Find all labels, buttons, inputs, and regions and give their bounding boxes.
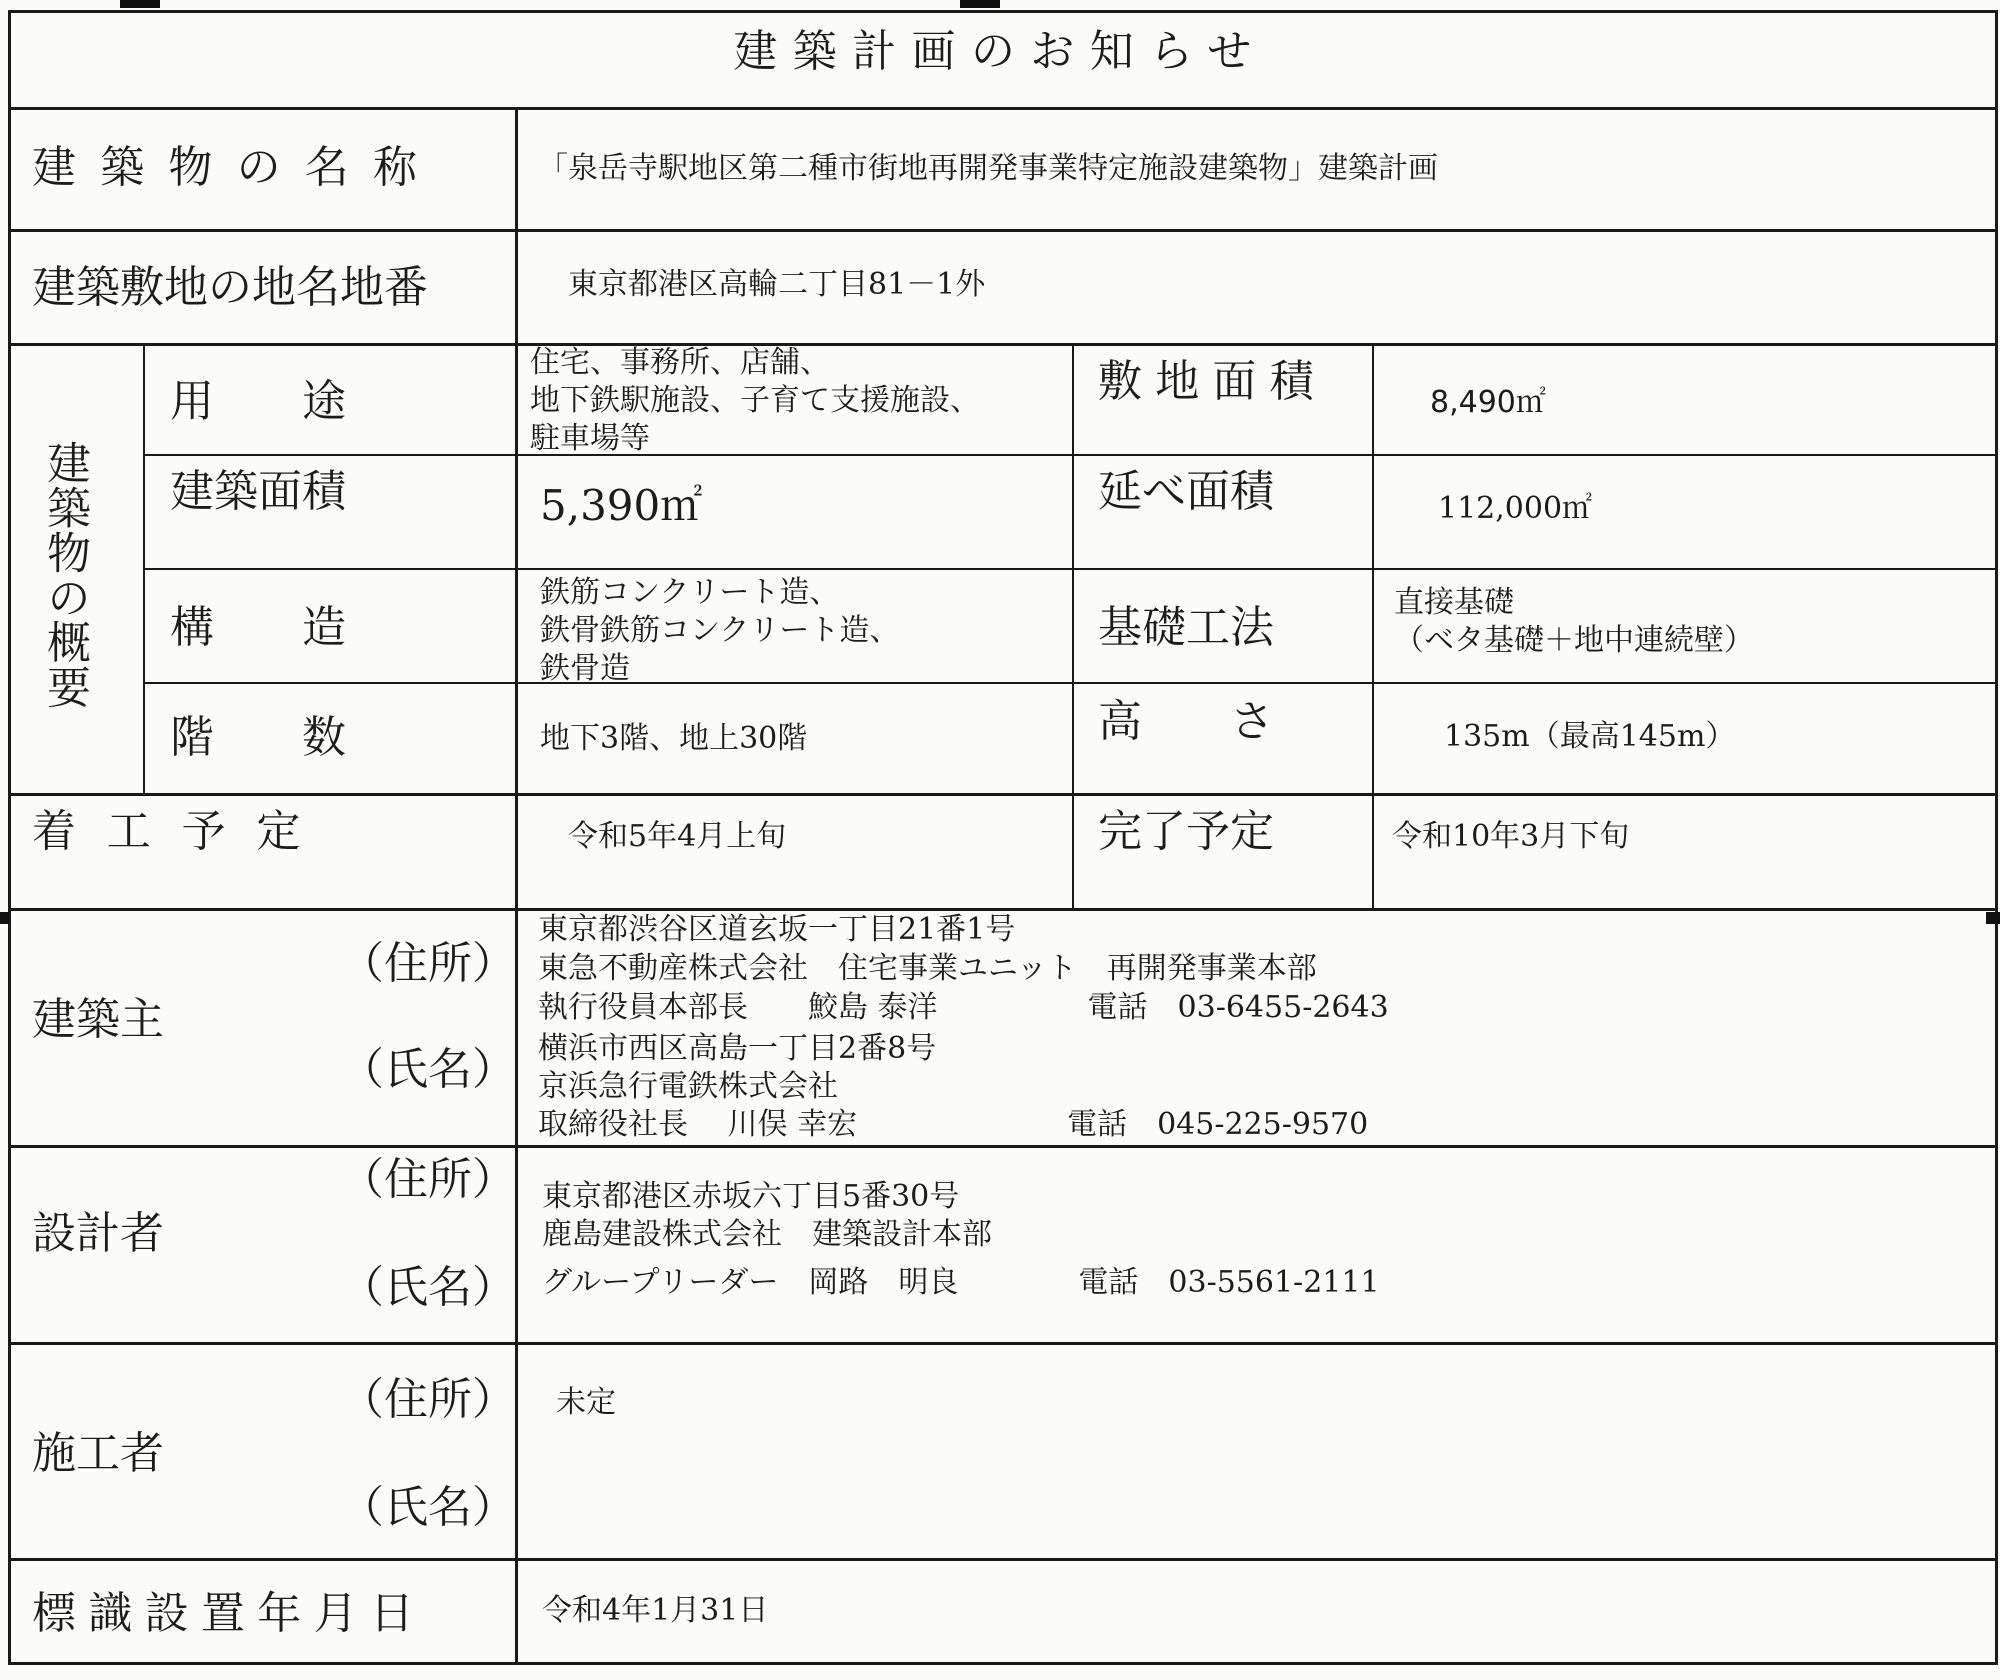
name-bottom-line (10, 229, 1998, 232)
site-label: 建築敷地の地名地番 (32, 262, 428, 313)
use-label: 用 途 (170, 376, 346, 427)
overview-label-divider (143, 343, 145, 795)
owner-address-label: （住所） (340, 938, 516, 989)
contractor-bottom-line (10, 1558, 1998, 1561)
sign-date-value: 令和4年1月31日 (542, 1593, 769, 1628)
owner-line-2: 東急不動産株式会社 住宅事業ユニット 再開発事業本部 (538, 951, 1317, 986)
page-title: 建築計画のお知らせ (733, 26, 1267, 77)
fixing-tape-left (0, 912, 10, 924)
owner-line-4: 横浜市西区高島一丁目2番8号 (538, 1031, 937, 1066)
owner-line-1: 東京都渋谷区道玄坂一丁目21番1号 (538, 912, 1016, 947)
right-border (1995, 10, 1998, 1665)
site-bottom-line (10, 343, 1998, 346)
name-label: 建築物の名称 (32, 142, 442, 193)
height-value: 135m（最高145m） (1444, 719, 1736, 754)
use-line-3: 駐車場等 (530, 421, 650, 456)
label-divider (515, 107, 518, 1665)
owner-line-6: 取締役社長 川俣 幸宏 電話 045-225-9570 (538, 1107, 1369, 1142)
height-label: 高 さ (1098, 696, 1274, 747)
right-label-divider (1372, 343, 1374, 910)
contractor-name-label: （氏名） (340, 1482, 516, 1533)
date-bottom-line (10, 1662, 1998, 1665)
start-label: 着工予定 (32, 806, 332, 857)
floor-area-value: 112,000㎡ (1438, 491, 1593, 526)
owner-line-5: 京浜急行電鉄株式会社 (538, 1069, 838, 1104)
structure-line-3: 鉄骨造 (540, 651, 630, 686)
designer-line-1: 東京都港区赤坂六丁目5番30号 (542, 1179, 960, 1214)
structure-line-1: 鉄筋コンクリート造、 (540, 575, 840, 610)
building-area-label: 建築面積 (170, 466, 346, 517)
building-area-value: 5,390㎡ (540, 481, 703, 530)
site-area-value: 8,490㎡ (1430, 385, 1546, 420)
designer-line-2: 鹿島建設株式会社 建築設計本部 (542, 1217, 992, 1252)
owner-bottom-line (10, 1145, 1998, 1148)
overview-bottom-line (10, 793, 1998, 796)
contractor-value: 未定 (556, 1385, 616, 1420)
designer-address-label: （住所） (340, 1154, 516, 1205)
structure-line-2: 鉄骨鉄筋コンクリート造、 (540, 613, 900, 648)
completion-label: 完了予定 (1098, 806, 1274, 857)
overview-label: 建築物の概要 (39, 440, 90, 710)
owner-label: 建築主 (32, 994, 164, 1045)
floors-value: 地下3階、地上30階 (540, 721, 808, 756)
use-line-1: 住宅、事務所、店舗、 (530, 345, 830, 380)
foundation-label: 基礎工法 (1098, 602, 1274, 653)
fixing-tape-top-right (960, 0, 1000, 8)
designer-bottom-line (10, 1342, 1998, 1345)
completion-value: 令和10年3月下旬 (1392, 819, 1630, 854)
floor-area-label: 延べ面積 (1098, 466, 1274, 517)
use-line-2: 地下鉄駅施設、子育て支援施設、 (530, 383, 980, 418)
foundation-line-1: 直接基礎 (1394, 585, 1514, 620)
title-bottom-line (10, 107, 1998, 110)
foundation-line-2: （ベタ基礎＋地中連続壁） (1394, 623, 1754, 658)
fixing-tape-right (1986, 912, 2000, 924)
owner-name-label: （氏名） (340, 1044, 516, 1095)
designer-name-label: （氏名） (340, 1262, 516, 1313)
structure-label: 構 造 (170, 602, 346, 653)
designer-line-3: グループリーダー 岡路 明良 電話 03-5561-2111 (542, 1265, 1380, 1300)
floors-label: 階 数 (170, 712, 346, 763)
site-area-label: 敷地面積 (1098, 356, 1327, 407)
contractor-address-label: （住所） (340, 1374, 516, 1425)
name-value: 「泉岳寺駅地区第二種市街地再開発事業特定施設建築物」建築計画 (538, 151, 1438, 186)
sign-date-label: 標識設置年月日 (32, 1588, 427, 1639)
top-border (10, 10, 1998, 13)
contractor-label: 施工者 (32, 1428, 164, 1479)
left-border (8, 10, 11, 1665)
start-value: 令和5年4月上旬 (568, 819, 787, 854)
site-value: 東京都港区高輪二丁目81－1外 (568, 267, 986, 302)
owner-line-3: 執行役員本部長 鮫島 泰洋 電話 03-6455-2643 (538, 990, 1389, 1025)
middle-divider (1072, 343, 1074, 910)
fixing-tape-top-left (120, 0, 160, 8)
designer-label: 設計者 (32, 1208, 164, 1259)
